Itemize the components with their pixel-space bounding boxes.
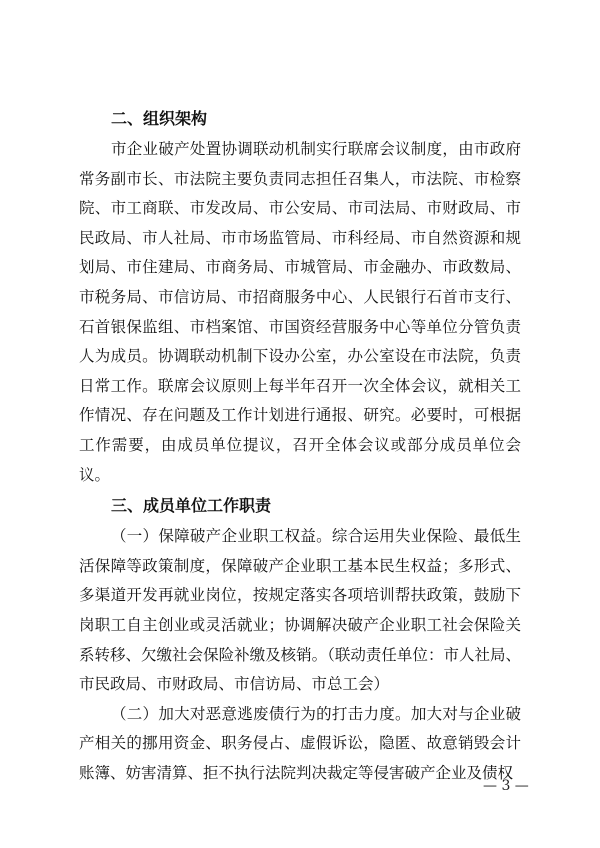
item-2-body: 加大对与企业破产相关的挪用资金、职务侵占、虚假诉讼，隐匿、故意销毁会计账簿、妨害清算、拒不执行法院判决裁定等侵害破产企业及债权 (79, 704, 521, 782)
item-1-lead: （一）保障破产企业职工权益。 (111, 527, 332, 546)
page-number: — 3 — (483, 778, 529, 794)
item-1-body: 综合运用失业保险、最低生活保障等政策制度，保障破产企业职工基本民生权益；多形式、多渠道开发再就业岗位，按规定落实各项培训帮扶政策，鼓励下岗职工自主创业或灵活就业；协调解决破产企业职工社会保险关系转移、欠缴社会保险补缴及核销。（联动责任单位：市人社局、市民政局、市财政局、市信访局、市总工会） (79, 527, 521, 694)
item-2-lead: （二）加大对恶意逃废债行为的打击力度。 (111, 704, 411, 723)
paragraph-item-1 (79, 522, 521, 700)
document-body (79, 103, 521, 788)
section-heading-organization: 二、组织架构 (111, 109, 208, 128)
paragraph-organization: 市企业破产处置协调联动机制实行联席会议制度，由市政府常务副市长、市法院主要负责同志担任召集人，市法院、市检察院、市工商联、市发改局、市公安局、市司法局、市财政局、市民政局、市人社局、市市场监管局、市科经局、市自然资源和规划局、市住建局、市商务局、市城管局、市金融办、市政数局、市税务局、市信访局、市招商服务中心、人民银行石首市支行、石首银保监组、市档案馆、市国资经营服务中心等单位分管负责人为成员。协调联动机制下设办公室，办公室设在市法院，负责日常工作。联席会议原则上每半年召开一次全体会议，就相关工作情况、存在问题及工作计划进行通报、研究。必要时，可根据工作需要，由成员单位提议，召开全体会议或部分成员单位会议。 (79, 140, 521, 484)
paragraph-item-2 (79, 700, 521, 789)
section-heading-responsibilities: 三、成员单位工作职责 (111, 496, 272, 516)
